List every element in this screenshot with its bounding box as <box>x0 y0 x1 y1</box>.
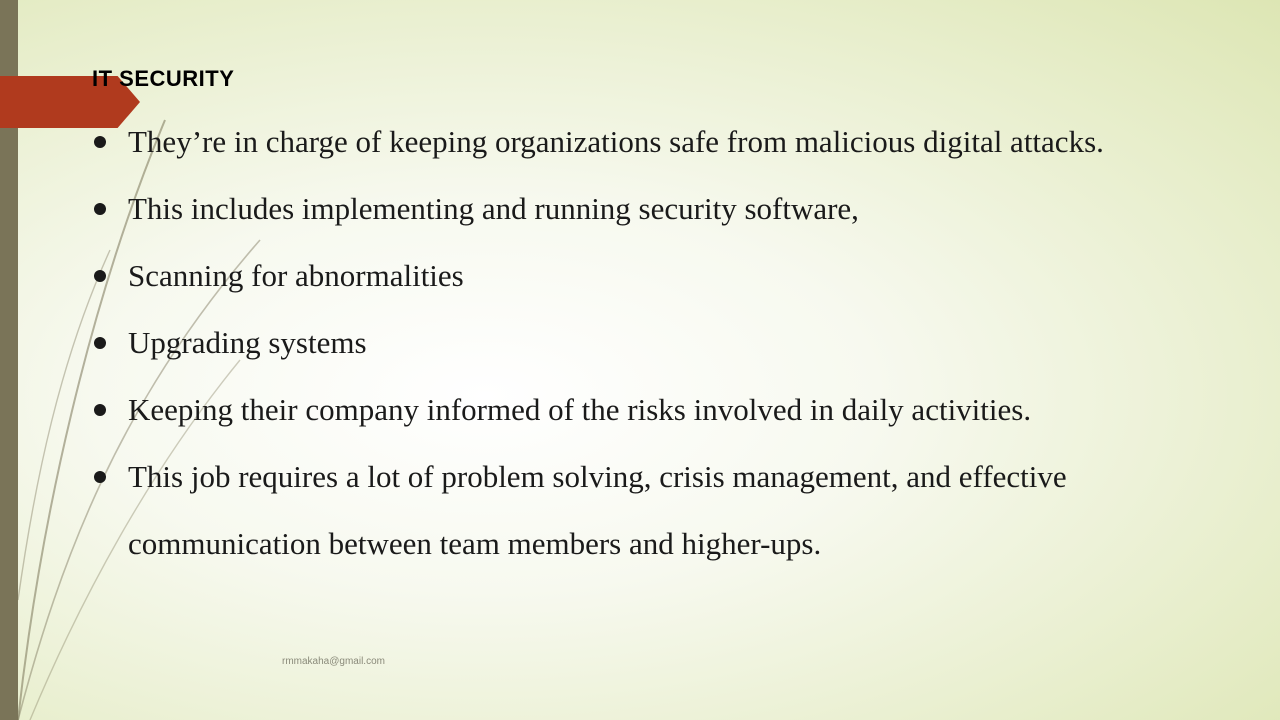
bullet-text: Scanning for abnormalities <box>128 258 464 293</box>
bullet-item <box>90 175 1170 242</box>
bullet-text: Upgrading systems <box>128 325 367 360</box>
bullet-icon <box>94 337 106 349</box>
bullet-item <box>90 108 1170 175</box>
bullet-item <box>90 242 1170 309</box>
footer-email: rmmakaha@gmail.com <box>282 656 385 667</box>
bullet-text: They’re in charge of keeping organizations safe from malicious digital attacks. <box>128 124 1104 159</box>
bullet-text: This includes implementing and running security software, <box>128 191 859 226</box>
bullet-icon <box>94 471 106 483</box>
bullet-icon <box>94 136 106 148</box>
bullet-list <box>90 108 1170 577</box>
bullet-text: Keeping their company informed of the risks involved in daily activities. <box>128 392 1032 427</box>
bullet-icon <box>94 203 106 215</box>
bullet-item <box>90 443 1170 577</box>
slide-title: IT SECURITY <box>92 66 235 91</box>
bullet-text: This job requires a lot of problem solving, crisis management, and effective communication between team members and higher-ups. <box>128 459 1067 561</box>
bullet-item <box>90 376 1170 443</box>
bullet-item <box>90 309 1170 376</box>
bullet-icon <box>94 404 106 416</box>
bullet-icon <box>94 270 106 282</box>
